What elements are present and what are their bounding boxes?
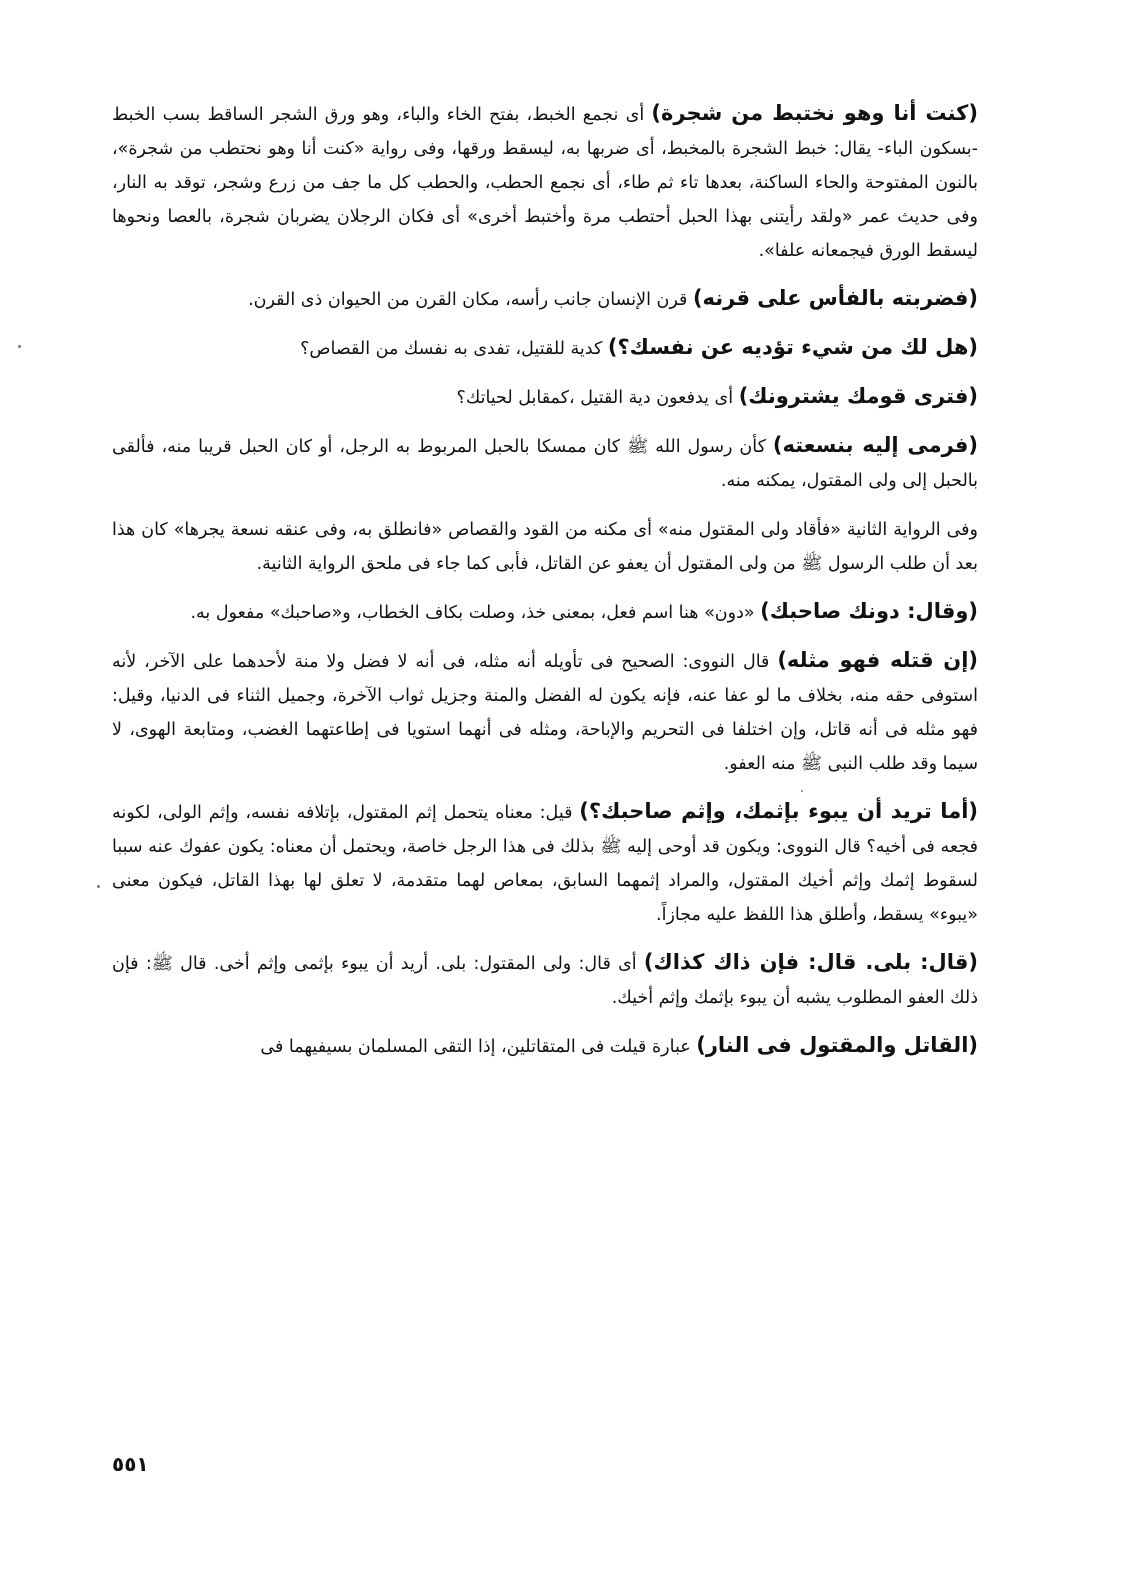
paragraph-3-text: كدية للقتيل، تفدى به نفسك من القصاص؟ (300, 339, 608, 359)
paragraph-7 (112, 594, 978, 630)
paragraph-1 (112, 96, 978, 268)
paragraph-10 (112, 945, 978, 1015)
paragraph-4 (112, 379, 978, 415)
paragraph-2 (112, 281, 978, 317)
paragraph-7-text: «دون» هنا اسم فعل، بمعنى خذ، وصلت بكاف الخطاب، و«صاحبك» مفعول به. (190, 603, 761, 623)
paragraph-6 (112, 511, 978, 581)
scan-speck (97, 885, 100, 888)
paragraph-1-term: (كنت أنا وهو نختبط من شجرة) (651, 101, 978, 125)
paragraph-6-text: وفى الرواية الثانية «فأقاد ولى المقتول منه» أى مكنه من القود والقصاص «فانطلق به، وفى عنقه نسعة يجرها» كان هذا بعد أن طلب الرسول ﷺ من ولى المقتول أن يعفو عن القاتل، فأبى كما جاء فى ملحق الرواية الثانية. (112, 520, 978, 574)
paragraph-7-term: (وقال: دونك صاحبك) (760, 599, 978, 623)
scan-speck (801, 790, 803, 792)
paragraph-4-term: (فترى قومك يشترونك) (738, 384, 978, 408)
paragraph-11-text: عبارة قيلت فى المتقاتلين، إذا التقى المسلمان بسيفيهما فى (260, 1037, 697, 1057)
paragraph-10-term: (قال: بلى. قال: فإن ذاك كذاك) (643, 950, 978, 974)
paragraph-8-text: قال النووى: الصحيح فى تأويله أنه مثله، فى أنه لا فضل ولا منة لأحدهما على الآخر، لأنه استوفى حقه منه، بخلاف ما لو عفا عنه، فإنه يكون له الفضل والمنة وجزيل ثواب الآخرة، وجميل الثناء فى الدنيا، وقيل: فهو مثله فى أنه قاتل، وإن اختلفا فى التحريم والإباحة، ومثله فى أنهما استويا فى إطاعتهما الغضب، ومتابعة الهوى، لا سيما وقد طلب النبى ﷺ منه العفو. (112, 652, 978, 774)
scan-speck (18, 345, 21, 348)
paragraph-8 (112, 643, 978, 781)
paragraph-1-text: أى نجمع الخبط، بفتح الخاء والباء، وهو ورق الشجر الساقط بسب الخبط -بسكون الباء- يقال: خبط الشجرة بالمخبط، أى ضربها به، ليسقط ورقها، وفى رواية «كنت أنا وهو نحتطب من شجرة»، بالنون المفتوحة والحاء الساكنة، بعدها تاء ثم طاء، أى نجمع الحطب، والحطب كل ما جف من زرع وشجر، توقد به النار، وفى حديث عمر «ولقد رأيتنى بهذا الحبل أحتطب مرة وأختبط أخرى» أى فكان الرجلان يضربان شجرة، بالعصا ونحوها ليسقط الورق فيجمعانه علفا». (112, 105, 978, 261)
paragraph-11 (112, 1028, 978, 1064)
paragraph-8-term: (إن قتله فهو مثله) (777, 648, 978, 672)
paragraph-11-term: (القاتل والمقتول فى النار) (696, 1033, 978, 1057)
paragraph-5-term: (فرمى إليه بنسعته) (772, 433, 978, 457)
paragraph-10-text: أى قال: ولى المقتول: بلى. أريد أن يبوء بإثمى وإثم أخى. قال ﷺ: فإن ذلك العفو المطلوب يشبه أن يبوء بإثمك وإثم أخيك. (112, 954, 978, 1008)
paragraph-3 (112, 330, 978, 366)
paragraph-9-text: قيل: معناه يتحمل إثم المقتول، بإتلافه نفسه، وإثم الولى، لكونه فجعه فى أخيه؟ قال النووى: ويكون قد أوحى إليه ﷺ بذلك فى هذا الرجل خاصة، ويحتمل أن معناه: يكون عفوك عنه سببا لسقوط إثمك وإثم أخيك المقتول، والمراد إثمهما السابق، بمعاص لهما متقدمة، لا تعلق لها بهذا القاتل، فيكون معنى «يبوء» يسقط، وأطلق هذا اللفظ عليه مجازاً. (112, 803, 978, 925)
page-number: ٥٥١ (112, 1452, 149, 1476)
paragraph-3-term: (هل لك من شيء تؤديه عن نفسك؟) (607, 335, 978, 359)
paragraph-5 (112, 428, 978, 498)
paragraph-4-text: أى يدفعون دية القتيل ،كمقابل لحياتك؟ (456, 388, 739, 408)
paragraph-9-term: (أما تريد أن يبوء بإثمك، وإثم صاحبك؟) (579, 799, 978, 823)
paragraph-2-term: (فضربته بالفأس على قرنه) (692, 286, 978, 310)
paragraph-2-text: قرن الإنسان جانب رأسه، مكان القرن من الحيوان ذى القرن. (248, 290, 693, 310)
paragraph-9 (112, 794, 978, 932)
paragraph-5-text: كأن رسول الله ﷺ كان ممسكا بالحبل المربوط به الرجل، أو كان الحبل قريبا منه، فألقى بالحبل إلى ولى المقتول، يمكنه منه. (112, 437, 978, 491)
page-body (112, 96, 978, 1496)
